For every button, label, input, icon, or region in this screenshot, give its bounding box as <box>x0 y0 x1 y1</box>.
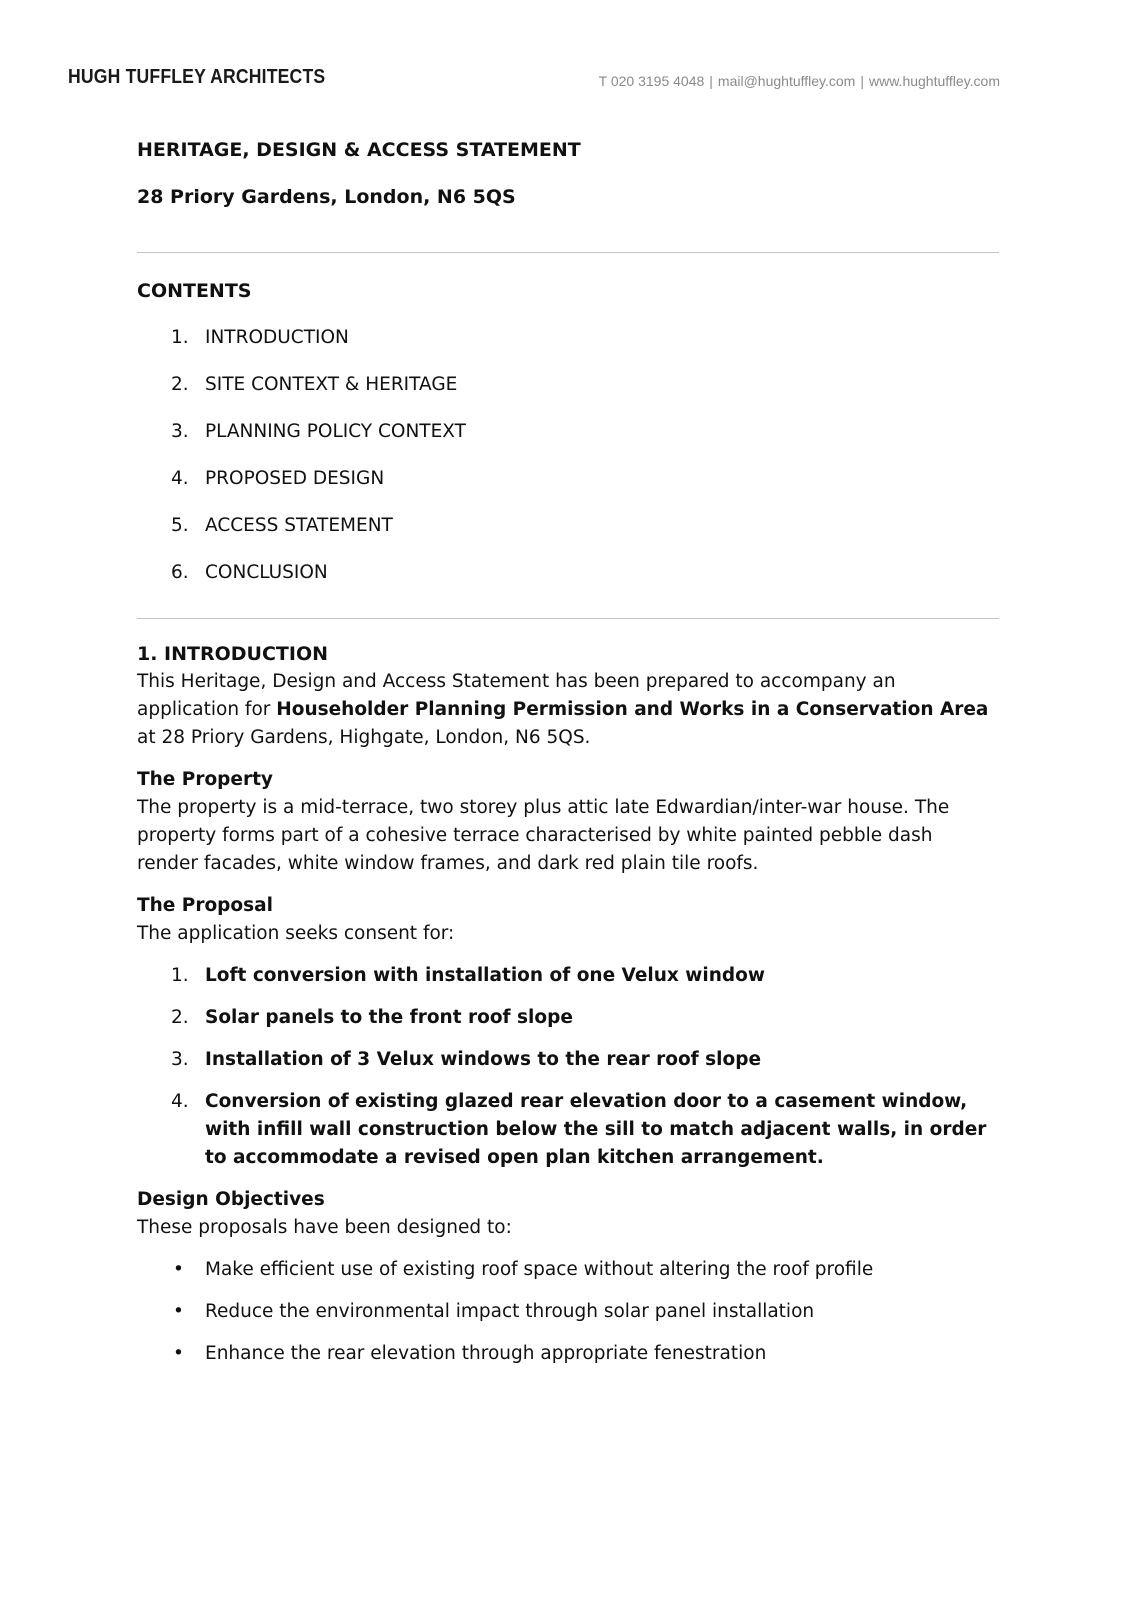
letterhead <box>68 66 1000 94</box>
objectives-intro: These proposals have been designed to: <box>137 1217 512 1238</box>
separator: | <box>860 73 864 89</box>
list-item: 3. Installation of 3 Velux windows to the rear roof slope <box>171 1049 762 1070</box>
contents-item[interactable]: 3. PLANNING POLICY CONTEXT <box>171 421 466 442</box>
contents-item[interactable]: 6. CONCLUSION <box>171 562 328 583</box>
introduction-paragraph: This Heritage, Design and Access Statement has been prepared to accompany an application for Householder Planning Permission and Works in a Conservation Area at 28 Priory Gardens, Highgate, London, N6 5QS. <box>137 671 989 748</box>
design-objectives-heading: Design Objectives <box>137 1189 325 1210</box>
list-item: • Reduce the environmental impact through solar panel installation <box>137 1298 999 1326</box>
email-link[interactable]: mail@hughtuffley.com <box>717 73 856 89</box>
proposal-heading: The Proposal <box>137 895 273 916</box>
list-item: 1. Loft conversion with installation of one Velux window <box>171 965 765 986</box>
bullet-icon: • <box>173 1259 184 1280</box>
contents-item[interactable]: 4. PROPOSED DESIGN <box>171 468 385 489</box>
divider <box>137 252 999 253</box>
site-address: 28 Priory Gardens, London, N6 5QS <box>137 186 516 208</box>
bullet-icon: • <box>173 1343 184 1364</box>
bullet-icon: • <box>173 1301 184 1322</box>
proposal-intro: The application seeks consent for: <box>137 923 455 944</box>
list-item: 2. Solar panels to the front roof slope <box>171 1007 573 1028</box>
phone-number: T 020 3195 4048 <box>598 73 705 89</box>
contents-item[interactable]: 2. SITE CONTEXT & HERITAGE <box>171 374 458 395</box>
contents-item[interactable]: 1. INTRODUCTION <box>171 327 349 348</box>
contents-item[interactable]: 5. ACCESS STATEMENT <box>171 515 393 536</box>
document-body <box>137 136 999 1368</box>
proposal-list <box>137 962 999 1172</box>
list-item: 4. Conversion of existing glazed rear elevation door to a casement window, with infill wall construction below the sill to match adjacent walls, in order to accommodate a revised open plan kitchen arrangement. <box>171 1091 987 1168</box>
property-paragraph: The property is a mid-terrace, two storey plus attic late Edwardian/inter-war house. The property forms part of a cohesive terrace characterised by white painted pebble dash render facades, white window frames, and dark red plain tile roofs. <box>137 797 950 874</box>
contents-list <box>137 324 999 587</box>
contact-details <box>599 73 1000 89</box>
divider <box>137 618 999 619</box>
firm-name: HUGH TUFFLEY ARCHITECTS <box>68 66 326 88</box>
contents-heading: CONTENTS <box>137 280 252 302</box>
list-item: • Enhance the rear elevation through appropriate fenestration <box>137 1340 999 1368</box>
objectives-list <box>137 1256 999 1368</box>
introduction-heading: 1. INTRODUCTION <box>137 643 328 665</box>
separator: | <box>709 73 713 89</box>
list-item: • Make efficient use of existing roof space without altering the roof profile <box>137 1256 999 1284</box>
website-link[interactable]: www.hughtuffley.com <box>869 73 1000 89</box>
property-heading: The Property <box>137 769 273 790</box>
document-title: HERITAGE, DESIGN & ACCESS STATEMENT <box>137 139 581 161</box>
